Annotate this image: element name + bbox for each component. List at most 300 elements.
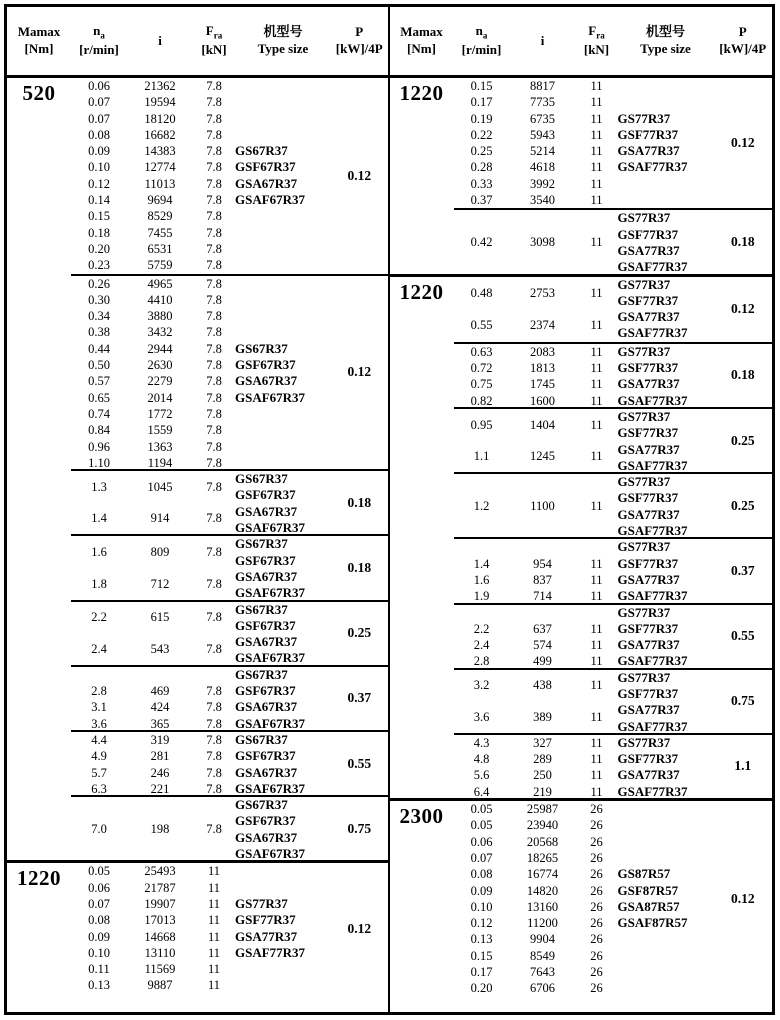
- type-size-column: [618, 277, 714, 342]
- type-size-value: GSAF77R37: [617, 159, 688, 175]
- header-fra-symbol: $F_{ra}$: [205, 22, 223, 41]
- na-value: 2.8: [91, 684, 107, 699]
- mamax-value: 1220: [399, 81, 444, 105]
- na-value: 0.07: [88, 111, 110, 126]
- header-i: [127, 33, 193, 50]
- na-value: 0.05: [470, 802, 493, 817]
- type-size-value: GSA67R37: [235, 634, 298, 650]
- header-power-unit: [kW]/4P: [719, 41, 767, 56]
- na-value: 0.34: [88, 309, 110, 324]
- fra-value: 7.8: [206, 160, 222, 175]
- type-size-value: GSF77R37: [617, 425, 679, 441]
- fra-column: [576, 735, 618, 798]
- fra-value: 26: [590, 916, 603, 931]
- header-power-symbol: P: [355, 24, 364, 40]
- na-column: [71, 602, 127, 665]
- header-power: [331, 24, 388, 58]
- fra-value: 7.8: [206, 390, 222, 405]
- fra-value: 7.8: [206, 749, 222, 764]
- i-value: 9694: [147, 193, 173, 208]
- na-value: 3.6: [473, 709, 490, 724]
- na-value: 0.22: [470, 127, 493, 142]
- type-size-value: GS77R37: [617, 474, 671, 490]
- type-size-value: GSF77R37: [617, 226, 679, 242]
- type-size-column: [235, 732, 331, 795]
- type-size-value: GS67R37: [235, 731, 288, 747]
- type-size-value: GS77R37: [617, 408, 671, 424]
- na-column: [454, 539, 510, 602]
- type-size-value: GS77R37: [617, 539, 671, 555]
- na-column: [71, 732, 127, 795]
- type-size-value: GSAF67R37: [235, 650, 306, 666]
- table-right-half: [390, 78, 773, 1012]
- fra-value: 26: [590, 981, 603, 996]
- na-value: 0.38: [88, 325, 110, 340]
- type-size-value: GSA77R37: [617, 637, 680, 653]
- fra-value: 7.8: [206, 309, 222, 324]
- na-value: 0.23: [88, 258, 110, 273]
- header-mamax: [7, 24, 71, 58]
- na-value: 5.7: [91, 765, 107, 780]
- type-size-value: GSAF77R37: [617, 325, 688, 341]
- na-value: 0.18: [88, 225, 110, 240]
- na-value: 0.20: [470, 981, 493, 996]
- i-value: 5759: [147, 258, 173, 273]
- fra-value: 7.8: [206, 455, 222, 470]
- na-value: 0.11: [88, 962, 110, 977]
- power-column: [714, 735, 773, 798]
- na-column: [71, 797, 127, 860]
- na-value: 1.6: [91, 545, 107, 560]
- type-size-value: GSF77R37: [617, 292, 679, 308]
- type-size-value: GSF67R37: [235, 357, 296, 373]
- power-value: 0.18: [730, 233, 755, 249]
- power-value: 0.12: [347, 364, 372, 380]
- fra-value: 7.8: [206, 439, 222, 454]
- fra-value: 7.8: [206, 700, 222, 715]
- fra-value: 7.8: [206, 341, 222, 356]
- type-size-column: [618, 344, 714, 407]
- type-size-value: GS67R37: [235, 143, 288, 159]
- i-value: 499: [533, 654, 552, 669]
- i-value: 13110: [144, 945, 176, 960]
- na-value: 4.9: [91, 749, 107, 764]
- header-type-cn: 机型号: [263, 24, 303, 40]
- type-size-value: GSAF77R37: [617, 653, 688, 669]
- na-value: 0.20: [88, 241, 110, 256]
- i-value: 6735: [530, 111, 555, 126]
- power-column: [331, 276, 388, 470]
- type-size-value: GS77R37: [235, 895, 288, 911]
- i-value: 221: [150, 781, 170, 796]
- header-fra-unit: [kN]: [201, 42, 227, 58]
- na-value: 0.65: [88, 390, 110, 405]
- fra-value: 11: [590, 176, 603, 191]
- na-value: 0.26: [88, 276, 110, 291]
- na-value: 0.55: [470, 318, 493, 333]
- header-type-size: [618, 24, 714, 58]
- power-column: [331, 536, 388, 599]
- fra-value: 11: [590, 638, 603, 653]
- header-fra: [193, 23, 235, 59]
- type-size-value: GSAF67R37: [235, 846, 306, 862]
- type-size-value: GSA77R37: [617, 143, 680, 159]
- i-column: [127, 602, 193, 665]
- type-size-value: GSA77R37: [617, 441, 680, 457]
- fra-value: 11: [590, 377, 603, 392]
- i-value: 543: [150, 641, 170, 656]
- i-value: 11200: [527, 916, 558, 931]
- fra-value: 26: [590, 899, 603, 914]
- i-value: 1100: [530, 498, 555, 513]
- na-value: 1.2: [473, 498, 490, 513]
- power-value: 0.25: [730, 497, 755, 513]
- type-size-value: GSAF67R37: [235, 780, 306, 796]
- fra-column: [576, 210, 618, 273]
- type-size-value: GS67R37: [235, 340, 288, 356]
- na-value: 2.4: [473, 638, 490, 653]
- type-size-value: GSA87R57: [617, 898, 680, 914]
- power-column: [714, 539, 773, 602]
- i-value: 198: [150, 821, 170, 836]
- fra-value: 11: [207, 913, 221, 928]
- na-value: 0.25: [470, 144, 493, 159]
- i-column: [127, 797, 193, 860]
- spec-block: [71, 534, 388, 599]
- na-value: 2.2: [473, 621, 490, 636]
- type-size-value: GSAF77R37: [617, 718, 688, 734]
- i-value: 18120: [144, 111, 176, 126]
- na-value: 0.07: [470, 850, 493, 865]
- fra-value: 11: [590, 285, 603, 300]
- na-value: 0.50: [88, 358, 110, 373]
- fra-value: 11: [590, 193, 603, 208]
- type-size-column: [618, 474, 714, 537]
- type-size-value: GSA67R37: [235, 568, 298, 584]
- fra-value: 7.8: [206, 292, 222, 307]
- na-value: 2.4: [91, 641, 107, 656]
- i-value: 289: [533, 752, 552, 767]
- spec-block: [454, 407, 773, 472]
- mamax-cell: [7, 78, 71, 860]
- spec-block: [454, 342, 773, 407]
- i-value: 25493: [144, 864, 176, 879]
- spec-block: [454, 537, 773, 602]
- na-value: 0.09: [88, 929, 110, 944]
- i-value: 3098: [530, 234, 555, 249]
- i-value: 327: [533, 735, 552, 750]
- na-value: 0.33: [470, 176, 493, 191]
- type-size-value: GSA67R37: [235, 373, 298, 389]
- header-type-cn: 机型号: [645, 24, 685, 40]
- header-fra: [576, 23, 618, 59]
- type-size-value: GSA77R37: [617, 506, 680, 522]
- header-i: [510, 33, 576, 50]
- mamax-value: 2300: [399, 804, 444, 829]
- i-value: 438: [533, 678, 552, 693]
- i-value: 3540: [530, 193, 555, 208]
- na-value: 0.72: [470, 361, 493, 376]
- spec-block: [454, 603, 773, 668]
- table-body: [7, 78, 772, 1012]
- fra-value: 7.8: [206, 127, 222, 142]
- fra-value: 11: [207, 880, 221, 895]
- i-column: [510, 78, 576, 208]
- na-value: 6.4: [473, 784, 490, 799]
- power-value: 0.18: [730, 367, 755, 383]
- na-value: 0.63: [470, 344, 493, 359]
- na-column: [71, 78, 127, 274]
- na-value: 4.3: [473, 735, 490, 750]
- na-column: [71, 863, 127, 993]
- i-column: [127, 471, 193, 534]
- spec-section: [7, 860, 388, 1012]
- type-size-value: GSF77R37: [617, 620, 679, 636]
- power-value: 0.12: [347, 167, 372, 183]
- i-value: 12774: [144, 160, 176, 175]
- fra-column: [576, 670, 618, 733]
- fra-value: 7.8: [206, 610, 222, 625]
- na-value: 0.05: [470, 818, 493, 833]
- type-size-value: GSF77R37: [235, 912, 296, 928]
- i-value: 2083: [530, 344, 555, 359]
- power-column: [714, 474, 773, 537]
- na-value: 0.44: [88, 341, 110, 356]
- type-size-value: GSA77R37: [617, 242, 680, 258]
- na-value: 1.8: [91, 576, 107, 591]
- type-size-value: GSAF67R37: [235, 192, 306, 208]
- type-size-value: GS67R37: [235, 536, 288, 552]
- type-size-value: GSF67R37: [235, 487, 296, 503]
- spec-section: [7, 78, 388, 860]
- header-na-symbol: $n_a$: [93, 22, 105, 41]
- na-value: 1.4: [91, 511, 107, 526]
- i-value: 16682: [144, 127, 176, 142]
- na-value: 5.6: [473, 768, 490, 783]
- fra-value: 11: [590, 735, 603, 750]
- fra-value: 7.8: [206, 193, 222, 208]
- type-size-value: GSF87R57: [617, 882, 679, 898]
- header-mamax-symbol: Mamax: [17, 24, 61, 40]
- fra-value: 7.8: [206, 209, 222, 224]
- na-value: 0.96: [88, 439, 110, 454]
- power-value: 1.1: [734, 758, 752, 774]
- i-value: 837: [533, 572, 552, 587]
- i-value: 11569: [144, 962, 176, 977]
- i-value: 914: [150, 511, 170, 526]
- mamax-value: 1220: [399, 279, 444, 304]
- na-column: [454, 277, 510, 342]
- na-column: [454, 735, 510, 798]
- i-value: 7643: [530, 965, 555, 980]
- i-value: 9904: [530, 932, 555, 947]
- na-value: 0.13: [88, 978, 110, 993]
- na-value: 1.6: [473, 572, 490, 587]
- na-value: 1.4: [473, 556, 490, 571]
- i-value: 11013: [144, 176, 176, 191]
- fra-value: 7.8: [206, 684, 222, 699]
- fra-value: 11: [590, 79, 603, 93]
- fra-column: [193, 667, 235, 730]
- na-value: 0.37: [470, 193, 493, 208]
- fra-value: 7.8: [206, 144, 222, 159]
- i-value: 8549: [530, 948, 555, 963]
- type-size-value: GS77R37: [617, 276, 671, 292]
- i-value: 3992: [530, 176, 555, 191]
- type-size-value: GSAF77R37: [235, 944, 306, 960]
- i-column: [510, 605, 576, 668]
- fra-column: [193, 471, 235, 534]
- fra-value: 26: [590, 932, 603, 947]
- fra-value: 26: [590, 850, 603, 865]
- i-value: 6531: [147, 241, 173, 256]
- fra-column: [576, 409, 618, 472]
- fra-value: 7.8: [206, 276, 222, 291]
- fra-value: 26: [590, 965, 603, 980]
- fra-value: 11: [590, 344, 603, 359]
- fra-value: 7.8: [206, 641, 222, 656]
- spec-block: [71, 863, 388, 993]
- i-column: [510, 344, 576, 407]
- i-value: 1045: [147, 479, 173, 494]
- type-size-column: [235, 536, 331, 599]
- na-value: 0.12: [88, 176, 110, 191]
- power-value: 0.18: [347, 559, 372, 575]
- type-size-value: GSAF77R37: [617, 523, 688, 539]
- header-fra-symbol: $F_{ra}$: [588, 22, 605, 41]
- na-value: 0.30: [88, 292, 110, 307]
- fra-column: [576, 78, 618, 208]
- fra-value: 11: [590, 784, 603, 799]
- i-value: 1813: [530, 361, 555, 376]
- header-type-en: Type size: [640, 41, 691, 56]
- fra-value: 7.8: [206, 576, 222, 591]
- na-value: 0.10: [470, 899, 493, 914]
- na-value: 3.6: [91, 716, 107, 731]
- na-column: [454, 474, 510, 537]
- mamax-value: 520: [22, 81, 56, 105]
- type-size-value: GSF77R37: [617, 686, 679, 701]
- i-value: 281: [150, 749, 170, 764]
- fra-value: 7.8: [206, 545, 222, 560]
- i-column: [510, 474, 576, 537]
- na-value: 0.07: [88, 95, 110, 110]
- na-value: 2.8: [473, 654, 490, 669]
- na-value: 2.2: [91, 610, 107, 625]
- power-column: [331, 667, 388, 730]
- fra-value: 7.8: [206, 258, 222, 273]
- power-column: [331, 732, 388, 795]
- mamax-cell: [390, 277, 454, 799]
- fra-value: 7.8: [206, 511, 222, 526]
- fra-value: 7.8: [206, 176, 222, 191]
- type-size-value: GSF77R37: [617, 126, 679, 142]
- i-value: 14820: [526, 883, 559, 898]
- spec-section: [390, 274, 773, 799]
- fra-value: 11: [590, 160, 603, 175]
- na-column: [454, 344, 510, 407]
- i-value: 7455: [147, 225, 173, 240]
- power-column: [331, 471, 388, 534]
- fra-value: 7.8: [206, 423, 222, 438]
- header-mamax-unit: [Nm]: [407, 41, 436, 56]
- i-value: 5214: [530, 144, 555, 159]
- i-value: 1404: [530, 417, 555, 432]
- power-value: 0.12: [730, 890, 755, 906]
- table-left-half: [7, 78, 390, 1012]
- i-value: 2630: [147, 358, 173, 373]
- spec-block: [454, 733, 773, 798]
- blocks-container: [71, 78, 388, 860]
- type-size-value: GS77R37: [617, 669, 671, 685]
- power-column: [714, 277, 773, 342]
- type-size-value: GSAF77R37: [617, 259, 688, 275]
- i-value: 2944: [147, 341, 173, 356]
- spec-block: [454, 472, 773, 537]
- fra-value: 26: [590, 802, 603, 817]
- type-size-column: [235, 276, 331, 470]
- i-value: 712: [150, 576, 170, 591]
- na-column: [71, 471, 127, 534]
- na-value: 0.48: [470, 285, 493, 300]
- header-na: [454, 23, 510, 59]
- na-column: [454, 78, 510, 208]
- power-value: 0.12: [730, 135, 755, 151]
- na-value: 4.4: [91, 732, 107, 747]
- blocks-container: [71, 863, 388, 1012]
- spec-block: [454, 801, 773, 997]
- power-value: 0.25: [347, 625, 372, 641]
- type-size-value: GSA77R37: [617, 767, 680, 783]
- fra-value: 7.8: [206, 732, 222, 747]
- power-value: 0.75: [730, 693, 755, 709]
- fra-value: 11: [590, 498, 603, 513]
- fra-value: 11: [590, 556, 603, 571]
- i-column: [510, 670, 576, 733]
- fra-value: 7.8: [206, 225, 222, 240]
- na-value: 0.05: [88, 864, 110, 879]
- spec-block: [71, 795, 388, 860]
- na-value: 0.74: [88, 406, 110, 421]
- spec-block: [71, 274, 388, 470]
- fra-value: 26: [590, 818, 603, 833]
- fra-value: 7.8: [206, 358, 222, 373]
- na-value: 6.3: [91, 781, 107, 796]
- type-size-value: GSAF67R37: [235, 520, 306, 536]
- na-value: 0.19: [470, 111, 493, 126]
- i-value: 6706: [530, 981, 555, 996]
- type-size-value: GSA67R37: [235, 503, 298, 519]
- na-value: 0.42: [470, 234, 493, 249]
- type-size-value: GS67R37: [235, 797, 288, 813]
- type-size-value: GSA77R37: [235, 928, 298, 944]
- power-column: [331, 863, 388, 993]
- power-value: 0.18: [347, 494, 372, 510]
- spec-block: [71, 665, 388, 730]
- fra-value: 11: [590, 318, 603, 333]
- i-value: 219: [533, 784, 552, 799]
- mamax-value: 1220: [17, 866, 61, 891]
- i-value: 4618: [530, 160, 555, 175]
- power-value: 0.55: [730, 628, 755, 644]
- na-value: 4.8: [473, 752, 490, 767]
- i-value: 16774: [526, 867, 559, 882]
- fra-column: [193, 863, 235, 993]
- power-column: [331, 797, 388, 860]
- na-column: [71, 276, 127, 470]
- i-value: 14383: [144, 144, 176, 159]
- fra-column: [576, 605, 618, 668]
